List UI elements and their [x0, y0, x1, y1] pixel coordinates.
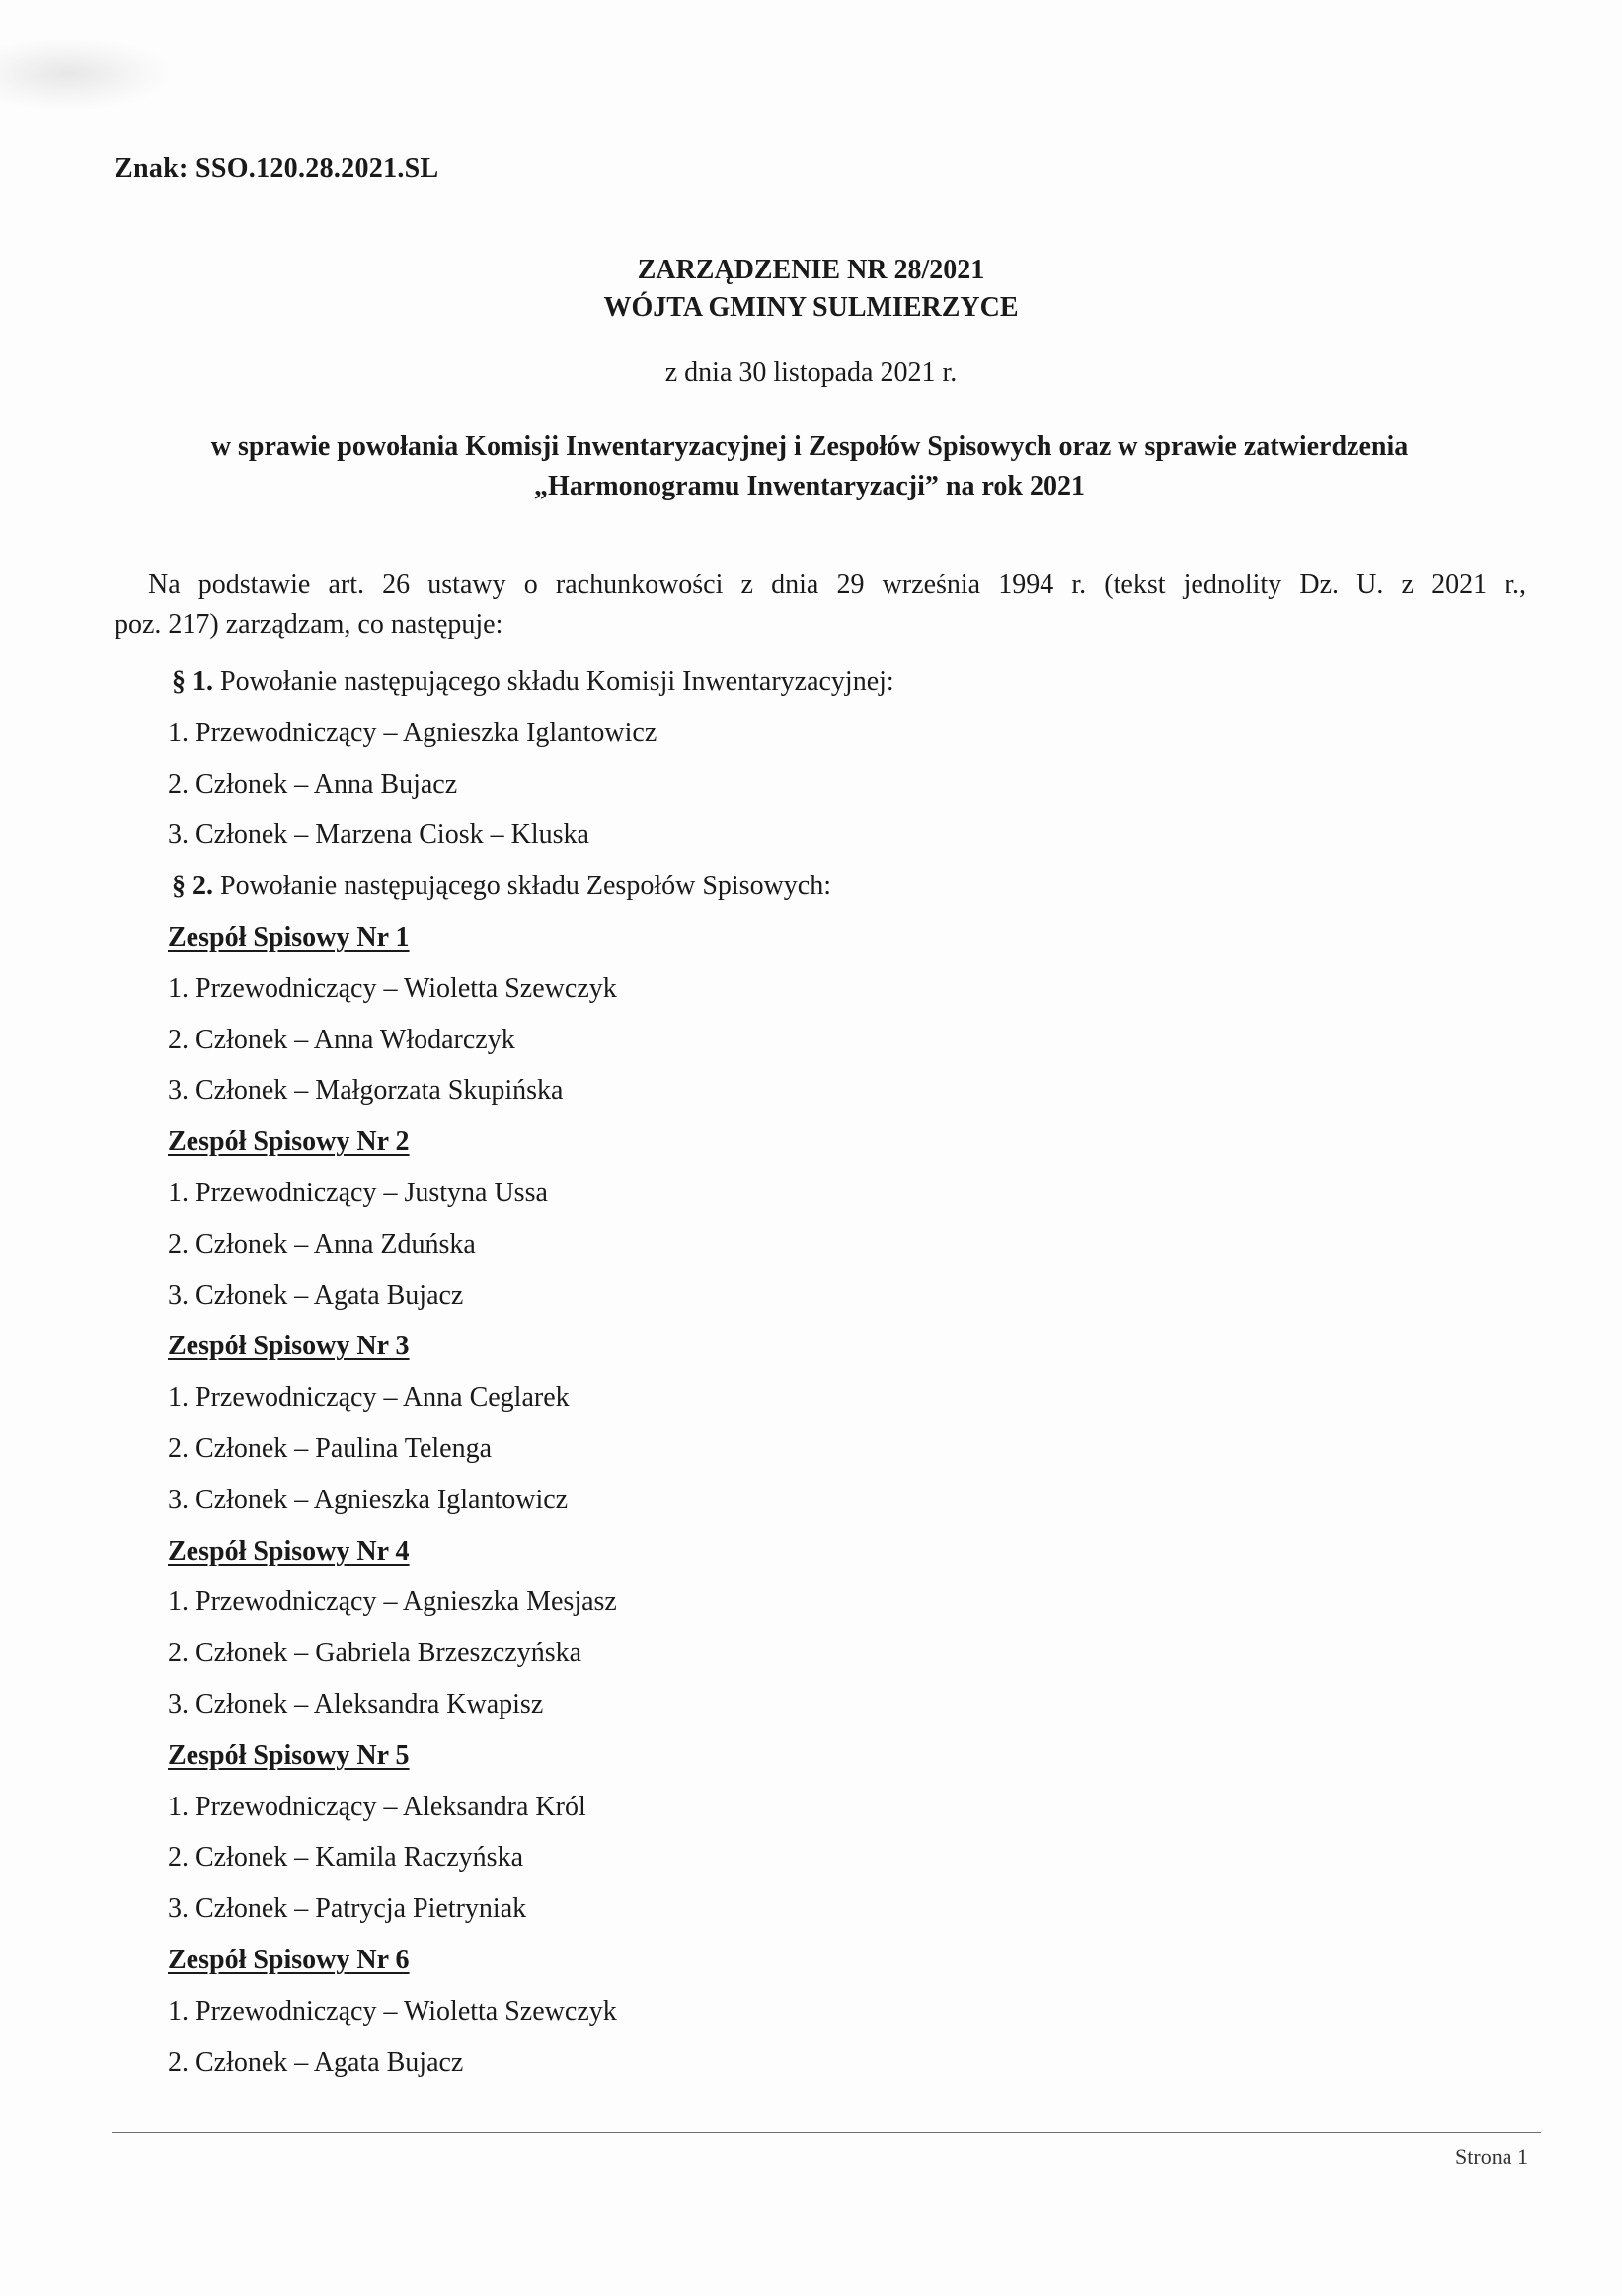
team-member: 1. Przewodniczący – Agnieszka Mesjasz: [168, 1586, 617, 1618]
team-member: 3. Członek – Patrycja Pietryniak: [168, 1893, 527, 1925]
reference-number: Znak: SSO.120.28.2021.SL: [115, 153, 439, 184]
paragraph-text: Powołanie następującego składu Komisji Inwentaryzacyjnej:: [220, 666, 894, 697]
team-member: 2. Członek – Anna Zduńska: [168, 1228, 476, 1260]
section-2-heading: [168, 861, 894, 912]
commission-member: 3. Członek – Marzena Ciosk – Kluska: [168, 819, 589, 851]
team-heading: Zespół Spisowy Nr 4: [168, 1535, 410, 1567]
team-member: 1. Przewodniczący – Wioletta Szewczyk: [168, 1995, 617, 2027]
section-1-heading: [168, 656, 894, 708]
ordinance-content: [168, 656, 894, 2088]
team-member: 2. Członek – Kamila Raczyńska: [168, 1842, 524, 1874]
paragraph-text: Powołanie następującego składu Zespołów Spisowych:: [220, 871, 832, 902]
team-member: 1. Przewodniczący – Justyna Ussa: [168, 1177, 548, 1208]
team-heading: Zespół Spisowy Nr 6: [168, 1944, 410, 1975]
ordinance-title: [0, 252, 1622, 327]
legal-basis: [115, 566, 1526, 645]
legal-basis-line-1: Na podstawie art. 26 ustawy o rachunkowości z dnia 29 września 1994 r. (tekst jednolity Dz. U. z 2021 r.,: [148, 570, 1526, 600]
ordinance-date: z dnia 30 listopada 2021 r.: [664, 357, 958, 388]
team-member: 3. Członek – Aleksandra Kwapisz: [168, 1688, 544, 1720]
team-heading: Zespół Spisowy Nr 5: [168, 1739, 410, 1771]
team-member: 1. Przewodniczący – Anna Ceglarek: [168, 1382, 570, 1414]
ordinance-issuer: WÓJTA GMINY SULMIERZYCE: [603, 292, 1019, 323]
scan-smudge: [0, 39, 168, 109]
subject-line-1: w sprawie powołania Komisji Inwentaryzacyjnej i Zespołów Spisowych oraz w sprawie zatwierdzenia: [210, 431, 1409, 462]
team-member: 3. Członek – Małgorzata Skupińska: [168, 1075, 564, 1107]
commission-member: 1. Przewodniczący – Agnieszka Iglantowicz: [168, 717, 657, 748]
team-heading: Zespół Spisowy Nr 3: [168, 1331, 410, 1362]
team-member: 2. Członek – Agata Bujacz: [168, 2046, 464, 2078]
footer-divider: [112, 2132, 1541, 2133]
team-member: 2. Członek – Paulina Telenga: [168, 1432, 493, 1464]
team-member: 1. Przewodniczący – Aleksandra Król: [168, 1791, 586, 1822]
subject-line-2: „Harmonogramu Inwentaryzacji” na rok 2021: [534, 471, 1085, 501]
team-member: 3. Członek – Agata Bujacz: [168, 1279, 464, 1311]
paragraph-mark: § 1.: [172, 666, 213, 697]
team-member: 3. Członek – Agnieszka Iglantowicz: [168, 1484, 569, 1515]
ordinance-subject: [148, 427, 1471, 506]
page-number: Strona 1: [1455, 2144, 1528, 2169]
team-member: 2. Członek – Gabriela Brzeszczyńska: [168, 1638, 582, 1669]
team-heading: Zespół Spisowy Nr 1: [168, 921, 410, 953]
team-heading: Zespół Spisowy Nr 2: [168, 1126, 410, 1158]
paragraph-mark: § 2.: [172, 871, 213, 902]
team-member: 2. Członek – Anna Włodarczyk: [168, 1024, 515, 1055]
ordinance-number: ZARZĄDZENIE NR 28/2021: [637, 255, 985, 285]
commission-member: 2. Członek – Anna Bujacz: [168, 768, 458, 800]
legal-basis-line-2: poz. 217) zarządzam, co następuje:: [115, 609, 503, 640]
team-member: 1. Przewodniczący – Wioletta Szewczyk: [168, 972, 617, 1004]
